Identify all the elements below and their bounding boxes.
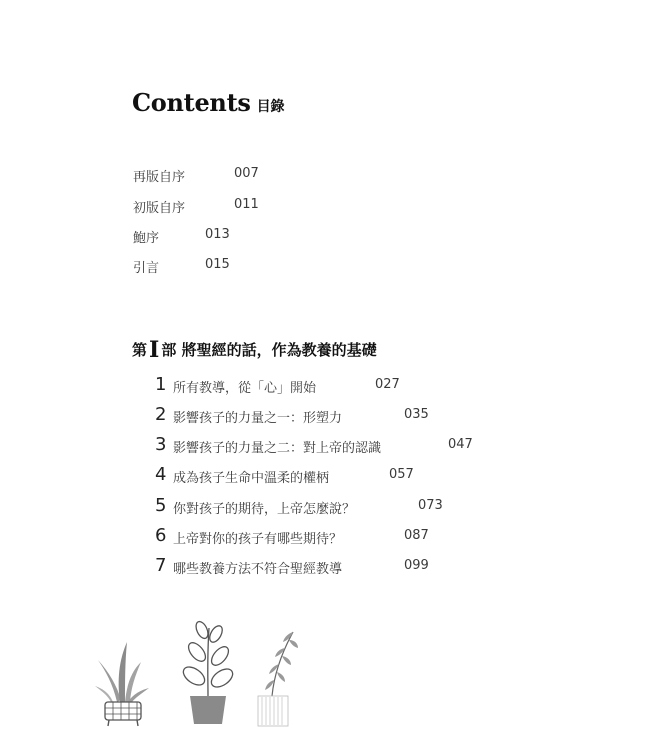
toc-entry-label: 引言 xyxy=(133,261,160,276)
chapter-page: 073 xyxy=(418,498,443,513)
snake-plant-icon xyxy=(95,642,149,726)
part-title: 將聖經的話，作為教養的基礎 xyxy=(181,341,377,359)
chapter-page: 099 xyxy=(404,558,429,573)
toc-entry-label: 鮑序 xyxy=(133,231,160,246)
chapter-title: 影響孩子的力量之一：形塑力 xyxy=(173,411,343,426)
chapter-number: 2 xyxy=(155,404,167,425)
toc-entry-page: 011 xyxy=(234,197,259,212)
chapter-page: 057 xyxy=(389,467,414,482)
toc-entry-label: 再版自序 xyxy=(133,170,186,185)
chapter-title: 所有教導，從「心」開始 xyxy=(173,381,317,396)
toc-entry-introduction[interactable] xyxy=(133,257,230,276)
chapter-page: 047 xyxy=(448,437,473,452)
part-suffix: 部 xyxy=(161,341,177,359)
part-prefix: 第 xyxy=(132,341,148,359)
toc-entry-page: 007 xyxy=(234,166,259,181)
chapter-title: 哪些教養方法不符合聖經教導 xyxy=(173,562,343,577)
chapter-number: 1 xyxy=(155,374,167,395)
chapter-title: 影響孩子的力量之二：對上帝的認識 xyxy=(173,441,382,456)
toc-entry-page: 013 xyxy=(205,227,230,242)
chapter-title: 成為孩子生命中溫柔的權柄 xyxy=(173,471,330,486)
chapter-title: 上帝對你的孩子有哪些期待？ xyxy=(173,532,343,547)
toc-entry-page: 015 xyxy=(205,257,230,272)
chapter-page: 087 xyxy=(404,528,429,543)
toc-entry-foreword[interactable] xyxy=(133,227,230,246)
fern-plant-icon xyxy=(258,632,298,726)
chapter-number: 5 xyxy=(155,495,167,516)
chapter-number: 7 xyxy=(155,555,167,576)
chapter-number: 3 xyxy=(155,434,167,455)
chapter-page: 027 xyxy=(375,377,400,392)
chapter-number: 6 xyxy=(155,525,167,546)
toc-entry-label: 初版自序 xyxy=(133,201,186,216)
toc-entry-preface-1st[interactable] xyxy=(133,197,259,216)
title-chinese: 目錄 xyxy=(256,99,285,115)
page-title xyxy=(132,88,285,117)
potted-plants-illustration xyxy=(95,618,315,730)
part-roman-numeral: I xyxy=(149,337,160,363)
chapter-page: 035 xyxy=(404,407,429,422)
chapter-number: 4 xyxy=(155,464,167,485)
chapter-title: 你對孩子的期待，上帝怎麼說？ xyxy=(173,502,356,517)
rubber-plant-icon xyxy=(180,620,236,724)
toc-entry-preface-2nd[interactable] xyxy=(133,166,259,185)
part-heading xyxy=(132,337,377,363)
title-english: Contents xyxy=(132,88,251,117)
